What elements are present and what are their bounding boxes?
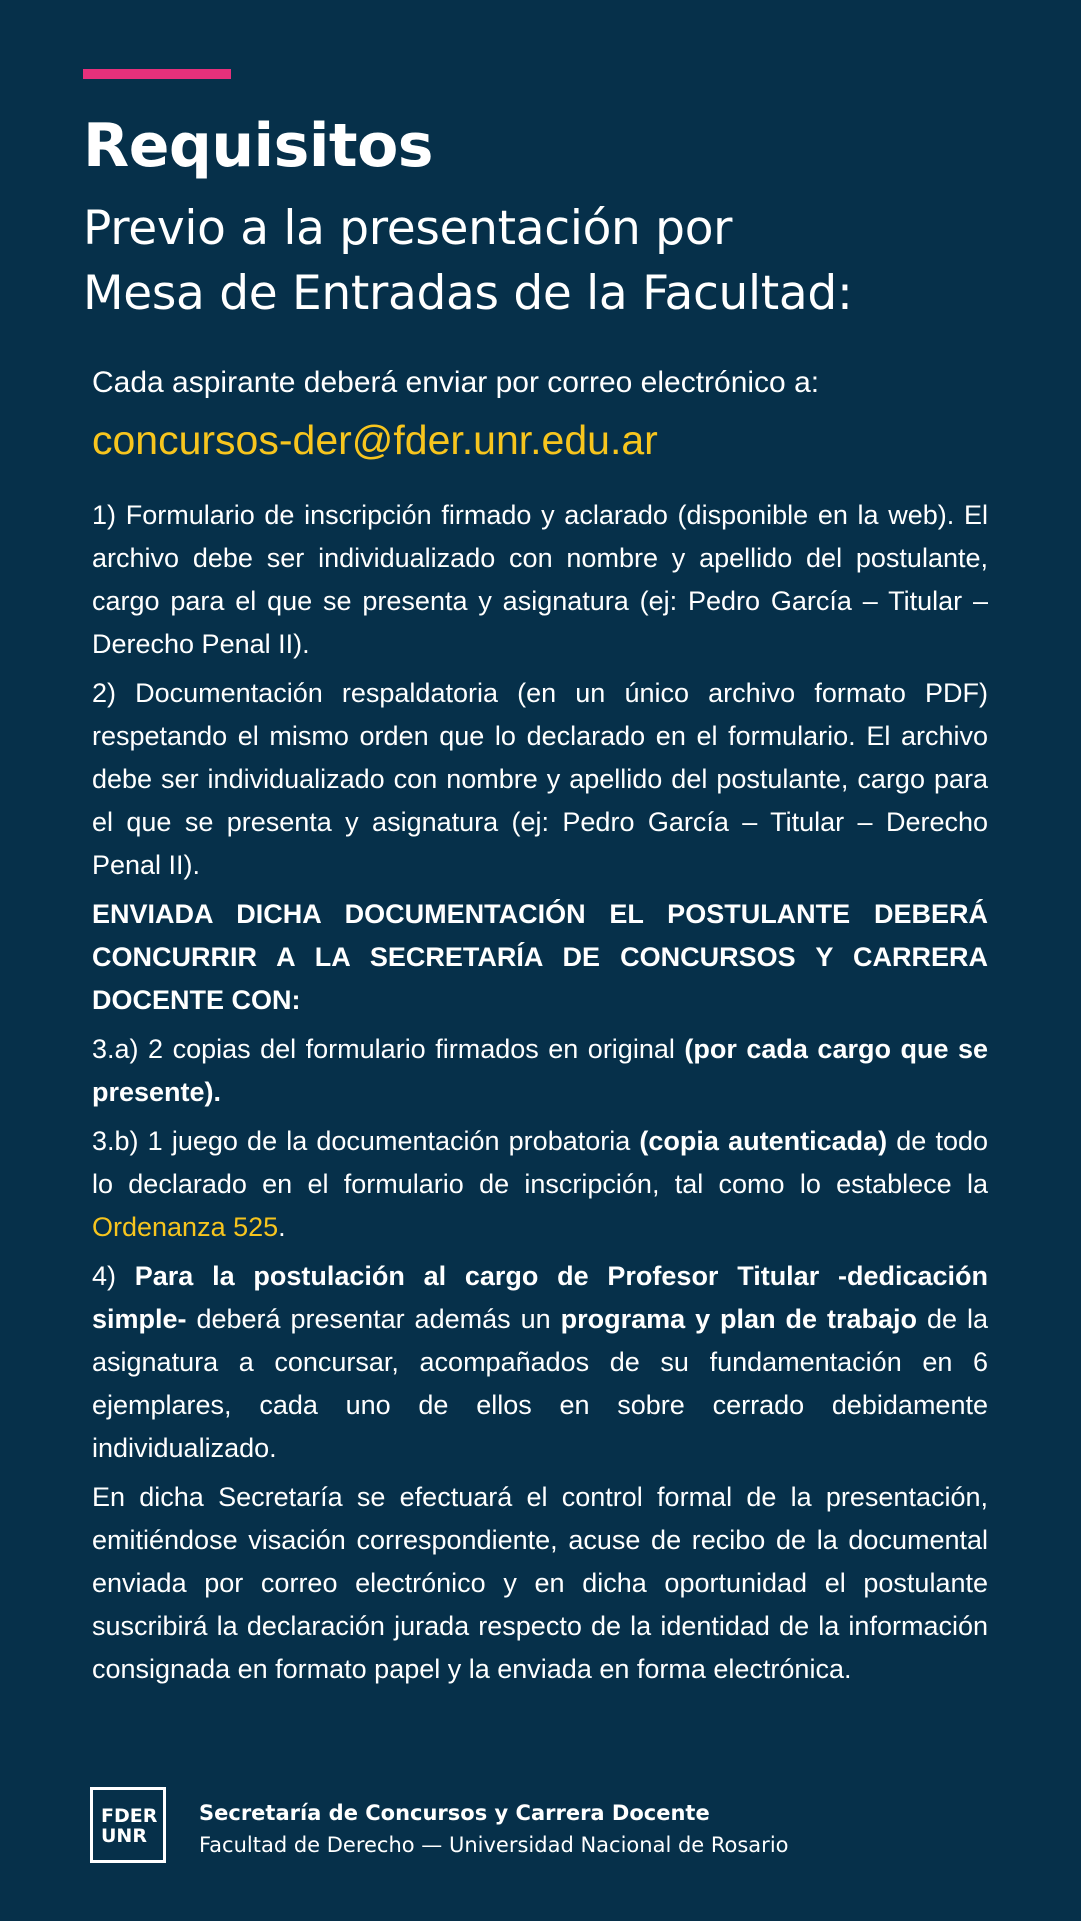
requirement-3b-bold: (copia autenticada) [639, 1126, 888, 1156]
requirement-3b-text-3: . [278, 1212, 286, 1242]
ordenanza-link[interactable]: Ordenanza 525 [92, 1212, 279, 1242]
footer-subtitle: Facultad de Derecho — Universidad Nacional de Rosario [199, 1833, 789, 1857]
email-link[interactable]: concursos-der@fder.unr.edu.ar [92, 417, 658, 463]
requirement-3b-text-2: de todo lo declarado en el formulario de inscripción, tal como lo establece la [92, 1126, 988, 1199]
requirement-4-text-1: deberá presentar además un [186, 1304, 561, 1334]
requirement-4-prefix: 4) [92, 1261, 135, 1291]
closing-paragraph: En dicha Secretaría se efectuará el control formal de la presentación, emitiéndose visación correspondiente, acuse de recibo de la documental enviada por correo electrónico y en dicha oportunidad el postulante suscribirá la declaración jurada respecto de la identidad de la información consignada en formato papel y la enviada en forma electrónica. [92, 1482, 988, 1684]
intro-text: Cada aspirante deberá enviar por correo electrónico a: [92, 366, 820, 399]
fder-unr-logo [90, 1787, 166, 1863]
requirement-4-bold-1: Para la postulación al cargo de Profesor Titular -dedicación simple- [92, 1261, 988, 1334]
footer-title: Secretaría de Concursos y Carrera Docente [199, 1801, 710, 1825]
notice-text: ENVIADA DICHA DOCUMENTACIÓN EL POSTULANTE DEBERÁ CONCURRIR A LA SECRETARÍA DE CONCURSOS Y CARRERA DOCENTE CON: [92, 899, 988, 1015]
page-title: Requisitos [83, 111, 434, 181]
requirement-2: 2) Documentación respaldatoria (en un único archivo formato PDF) respetando el mismo orden que lo declarado en el formulario. El archivo debe ser individualizado con nombre y apellido del postulante, cargo para el que se presenta y asignatura (ej: Pedro García – Titular – Derecho Penal II). [92, 678, 988, 880]
requirement-3a [92, 1028, 988, 1114]
requirements-body [92, 494, 988, 1697]
requirement-3b [92, 1120, 988, 1249]
requirement-4-bold-2: programa y plan de trabajo [560, 1304, 918, 1334]
requirement-3a-text: 3.a) 2 copias del formulario firmados en original [92, 1034, 685, 1064]
requirement-4 [92, 1255, 988, 1470]
page-subtitle [83, 196, 1043, 326]
accent-bar [83, 69, 231, 79]
subtitle-line-2: Mesa de Entradas de la Facultad: [83, 266, 853, 321]
requirement-3a-bold: (por cada cargo que se presente). [92, 1034, 989, 1107]
logo-line-1: FDER [101, 1805, 158, 1827]
logo-line-2: UNR [101, 1825, 147, 1847]
requirement-1: 1) Formulario de inscripción firmado y aclarado (disponible en la web). El archivo debe ser individualizado con nombre y apellido del postulante, cargo para el que se presenta y asignatura (ej: Pedro García – Titular – Derecho Penal II). [92, 500, 988, 659]
requirement-4-text-2: de la asignatura a concursar, acompañados de su fundamentación en 6 ejemplares, cada uno de ellos en sobre cerrado debidamente individualizado. [92, 1304, 988, 1463]
subtitle-line-1: Previo a la presentación por [83, 201, 733, 256]
requirement-3b-text-1: 3.b) 1 juego de la documentación probatoria [92, 1126, 640, 1156]
